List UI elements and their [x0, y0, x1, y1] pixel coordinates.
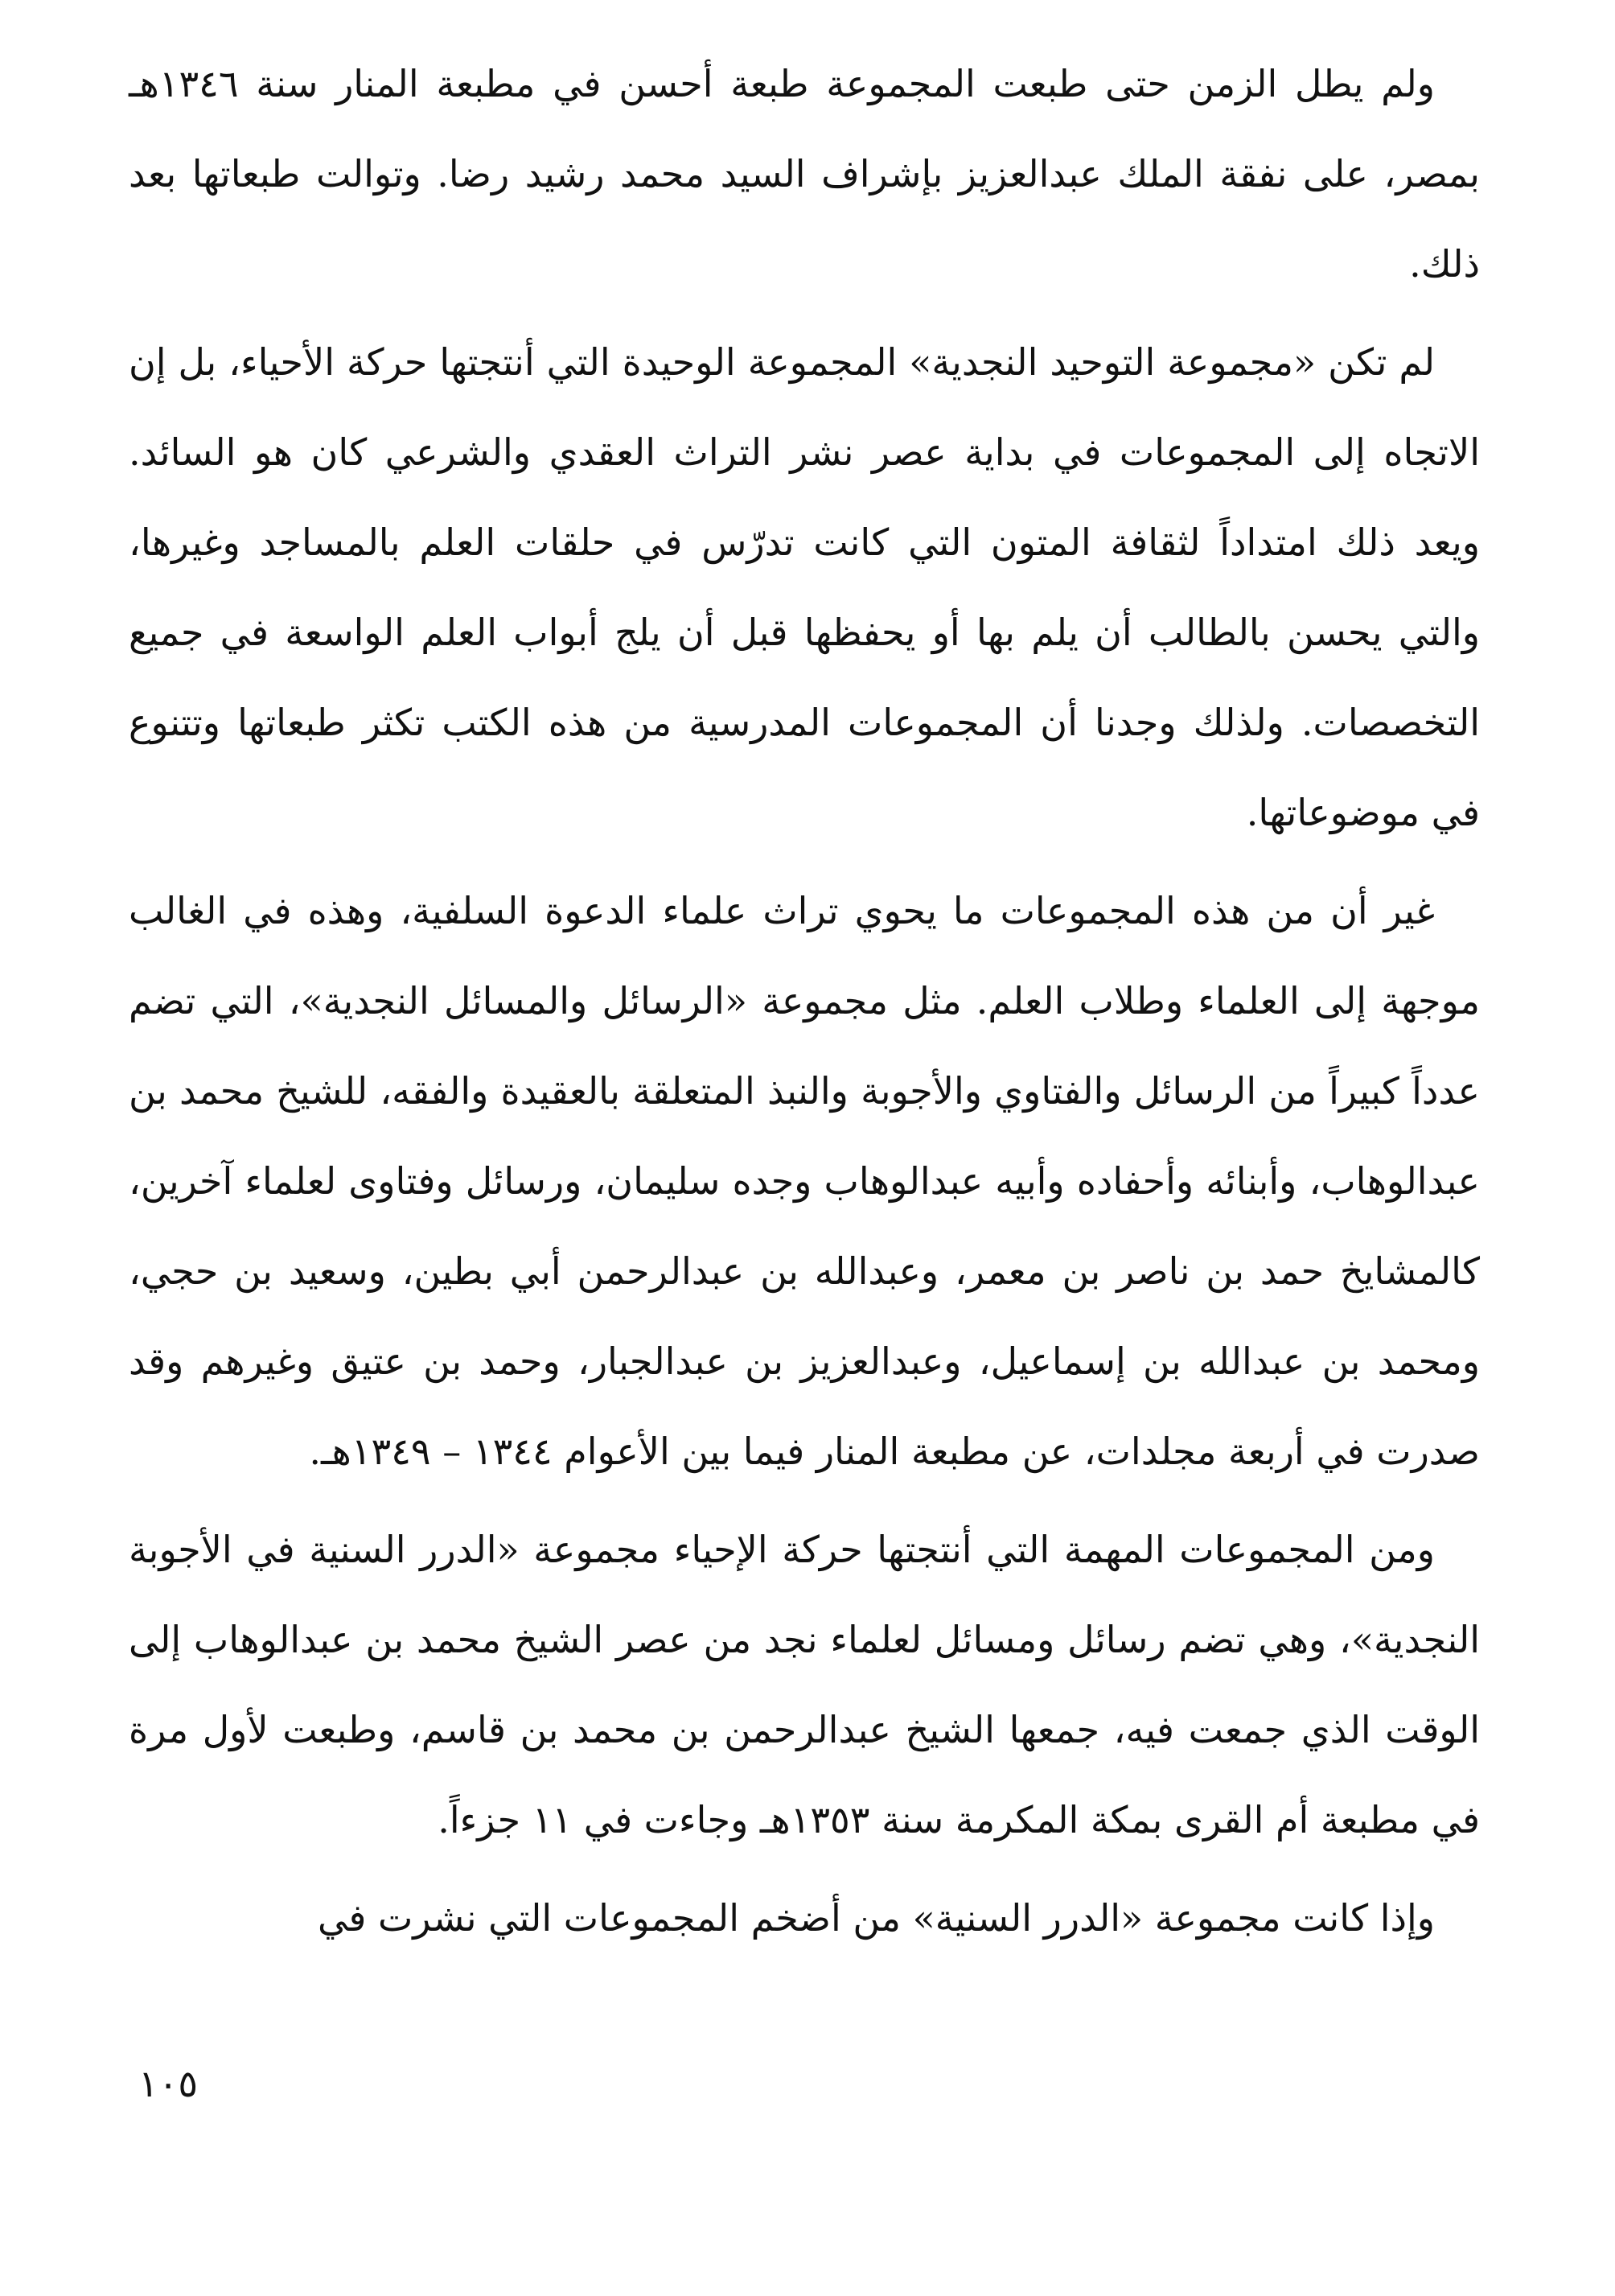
body-text	[129, 39, 1480, 1971]
paragraph-5: وإذا كانت مجموعة «الدرر السنية» من أضخم المجموعات التي نشرت في	[318, 1896, 1435, 1940]
paragraph-4: ومن المجموعات المهمة التي أنتجتها حركة الإحياء مجموعة «الدرر السنية في الأجوبة النجدية»، وهي تضم رسائل ومسائل لعلماء نجد من عصر الشيخ محمد بن عبدالوهاب إلى الوقت الذي جمعت فيه، جمعها الشيخ عبدالرحمن بن محمد بن قاسم، وطبعت لأول مرة في مطبعة أم القرى بمكة المكرمة سنة ١٣٥٣هـ وجاءت في ١١ جزءاً.	[129, 1528, 1480, 1841]
page-number: ١٠٥	[138, 2062, 199, 2105]
paragraph-3: غير أن من هذه المجموعات ما يحوي تراث علماء الدعوة السلفية، وهذه في الغالب موجهة إلى العلماء وطلاب العلم. مثل مجموعة «الرسائل والمسائل النجدية»، التي تضم عدداً كبيراً من الرسائل والفتاوي والأجوبة والنبذ المتعلقة بالعقيدة والفقه، للشيخ محمد بن عبدالوهاب، وأبنائه وأحفاده وأبيه عبدالوهاب وجده سليمان، ورسائل وفتاوى لعلماء آخرين، كالمشايخ حمد بن ناصر بن معمر، وعبدالله بن عبدالرحمن أبي بطين، وسعيد بن حجي، ومحمد بن عبدالله بن إسماعيل، وعبدالعزيز بن عبدالجبار، وحمد بن عتيق وغيرهم وقد صدرت في أربعة مجلدات، عن مطبعة المنار فيما بين الأعوام ١٣٤٤ – ١٣٤٩هـ.	[129, 889, 1480, 1473]
paragraph-2: لم تكن «مجموعة التوحيد النجدية» المجموعة الوحيدة التي أنتجتها حركة الأحياء، بل إن الاتجاه إلى المجموعات في بداية عصر نشر التراث العقدي والشرعي كان هو السائد. ويعد ذلك امتداداً لثقافة المتون التي كانت تدرّس في حلقات العلم بالمساجد وغيرها، والتي يحسن بالطالب أن يلم بها أو يحفظها قبل أن يلج أبواب العلم الواسعة في جميع التخصصات. ولذلك وجدنا أن المجموعات المدرسية من هذه الكتب تكثر طبعاتها وتتنوع في موضوعاتها.	[129, 340, 1480, 834]
paragraph-1: ولم يطل الزمن حتى طبعت المجموعة طبعة أحسن في مطبعة المنار سنة ١٣٤٦هـ بمصر، على نفقة الملك عبدالعزيز بإشراف السيد محمد رشيد رضا. وتوالت طبعاتها بعد ذلك.	[129, 62, 1480, 286]
